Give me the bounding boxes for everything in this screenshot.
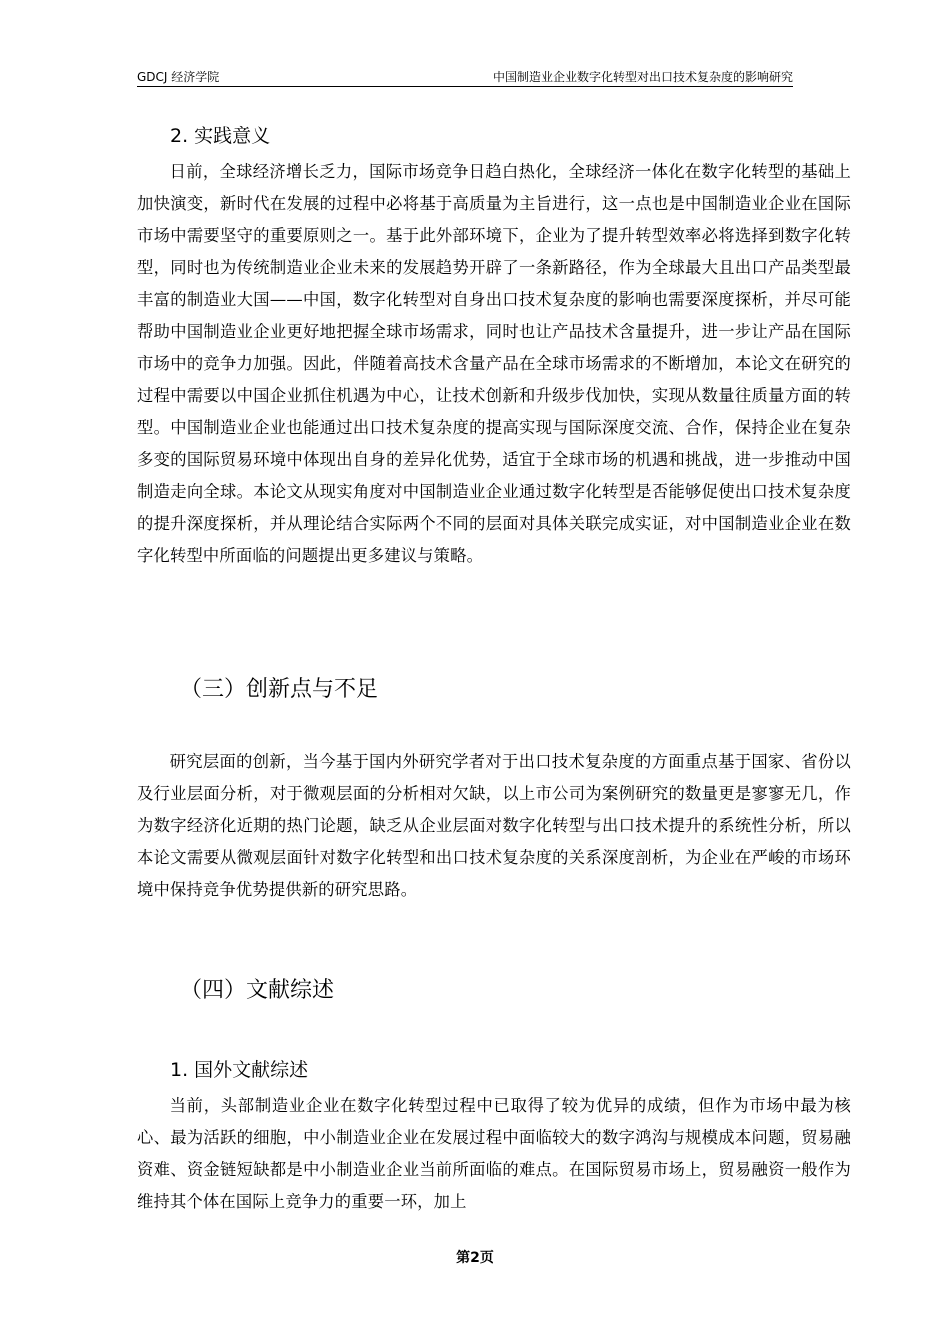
header-school: GDCJ 经济学院 bbox=[137, 70, 220, 84]
innovation-heading: （三）创新点与不足 bbox=[180, 677, 379, 702]
foreign-literature-paragraph: 当前，头部制造业企业在数字化转型过程中已取得了较为优异的成绩，但作为市场中最为核心、最为活跃的细胞，中小制造业企业在发展过程中面临较大的数字鸿沟与规模成本问题，贸易融资难、资金链短缺都是中小制造业企业当前所面临的难点。在国际贸易市场上，贸易融资一般作为维持其个体在国际上竞争力的重要一环，加上 bbox=[137, 1096, 851, 1211]
header-paper-title: 中国制造业企业数字化转型对出口技术复杂度的影响研究 bbox=[492, 70, 793, 84]
practical-significance-paragraph: 日前，全球经济增长乏力，国际市场竞争日趋白热化，全球经济一体化在数字化转型的基础上加快演变，新时代在发展的过程中必将基于高质量为主旨进行，这一点也是中国制造业企业在国际市场中需要坚守的重要原则之一。基于此外部环境下，企业为了提升转型效率必将选择到数字化转型，同时也为传统制造业企业未来的发展趋势开辟了一条新路径，作为全球最大且出口产品类型最丰富的制造业大国——中国，数字化转型对自身出口技术复杂度的影响也需要深度探析，并尽可能帮助中国制造业企业更好地把握全球市场需求，同时也让产品技术含量提升，进一步让产品在国际市场中的竞争力加强。因此，伴随着高技术含量产品在全球市场需求的不断增加，本论文在研究的过程中需要以中国企业抓住机遇为中心，让技术创新和升级步伐加快，实现从数量往质量方面的转型。中国制造业企业也能通过出口技术复杂度的提高实现与国际深度交流、合作，保持企业在复杂多变的国际贸易环境中体现出自身的差异化优势，适宜于全球市场的机遇和挑战，进一步推动中国制造走向全球。本论文从现实角度对中国制造业企业通过数字化转型是否能够促使出口技术复杂度的提升深度探析，并从理论结合实际两个不同的层面对具体关联完成实证，对中国制造业企业在数字化转型中所面临的问题提出更多建议与策略。 bbox=[137, 162, 851, 565]
innovation-paragraph: 研究层面的创新，当今基于国内外研究学者对于出口技术复杂度的方面重点基于国家、省份以及行业层面分析，对于微观层面的分析相对欠缺，以上市公司为案例研究的数量更是寥寥无几，作为数字经济化近期的热门论题，缺乏从企业层面对数字化转型与出口技术提升的系统性分析，所以本论文需要从微观层面针对数字化转型和出口技术复杂度的关系深度剖析，为企业在严峻的市场环境中保持竞争优势提供新的研究思路。 bbox=[137, 752, 851, 899]
practical-significance-heading: 2. 实践意义 bbox=[170, 125, 271, 147]
page-number: 第2页 bbox=[456, 1250, 494, 1266]
literature-review-heading: （四）文献综述 bbox=[180, 978, 335, 1003]
running-header bbox=[137, 70, 793, 87]
foreign-literature-heading: 1. 国外文献综述 bbox=[170, 1059, 309, 1081]
